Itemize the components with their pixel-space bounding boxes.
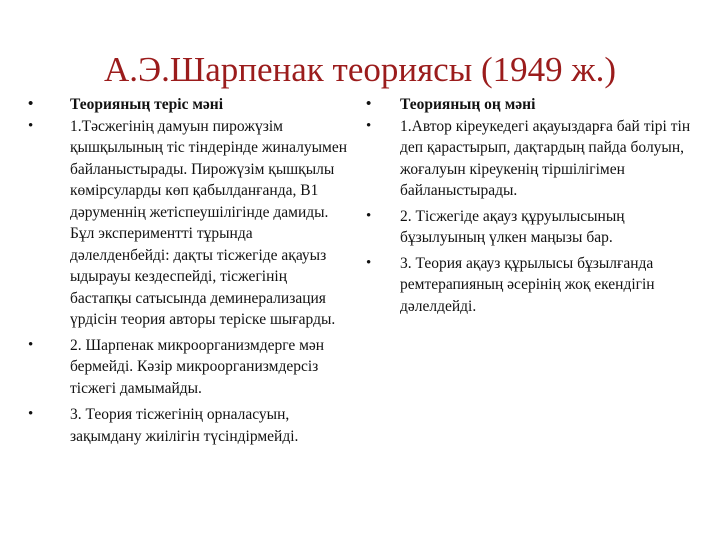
left-column <box>28 94 348 447</box>
list-item <box>28 94 348 116</box>
left-heading: Теорияның теріс мәні <box>70 96 224 113</box>
right-column <box>366 94 710 317</box>
list-item-text: 3. Теория тісжегінің орналасуын, зақымдану жиілігін түсіндірмейді. <box>70 406 299 445</box>
list-item-text: 2. Тісжегіде ақауз құруылысының бұзылуының үлкен маңызы бар. <box>400 207 625 246</box>
list-item <box>28 116 348 331</box>
list-item <box>366 116 710 202</box>
bullet-icon: • <box>366 207 372 224</box>
list-item-text: 2. Шарпенак микроорганизмдерге мән бермейді. Кәзір микроорганизмдерсіз тісжегі дамымайды. <box>70 336 325 397</box>
bullet-icon: • <box>366 117 372 134</box>
left-bullet-list <box>28 94 348 447</box>
slide-title: А.Э.Шарпенак теориясы (1949 ж.) <box>104 50 616 89</box>
list-item <box>28 335 348 400</box>
list-item-text: 1.Автор кіреукедегі ақауыздарға бай тірі тін деп қарастырып, дақтардың пайда болуын, жоғалуын кіреукенің тіршілігімен байланыстырады. <box>400 117 691 199</box>
list-item-text: 1.Тәсжегінің дамуын пирожүзім қышқылының тіс тіндерінде жиналуымен байланыстырады. Пирожүзім қышқылы көмірсуларды көп қабылданғанда, В1 дәруменнің жетіспеушілігінде дамиды. Бұл эксперименттi тұрында дәлелденбейді: дақты тісжегіде ақауыз ыдырауы кездеспейді, тісжегінің бастапқы сатысында деминерализация үрдісін теория авторы теріске шығарды. <box>70 117 348 328</box>
list-item-text: 3. Теория ақауз құрылысы бұзылғанда ремтерапияның әсерінің жоқ екендігін дәлелдейді. <box>400 254 655 315</box>
right-bullet-list <box>366 94 710 317</box>
list-item <box>366 253 710 318</box>
bullet-icon: • <box>28 117 34 134</box>
bullet-icon: • <box>28 96 34 112</box>
bullet-icon: • <box>366 254 372 271</box>
list-item <box>366 206 710 249</box>
bullet-icon: • <box>28 336 34 353</box>
list-item <box>28 404 348 447</box>
bullet-icon: • <box>366 96 372 112</box>
right-heading: Теорияның оң мәні <box>400 96 536 113</box>
bullet-icon: • <box>28 406 34 422</box>
list-item <box>366 94 710 116</box>
